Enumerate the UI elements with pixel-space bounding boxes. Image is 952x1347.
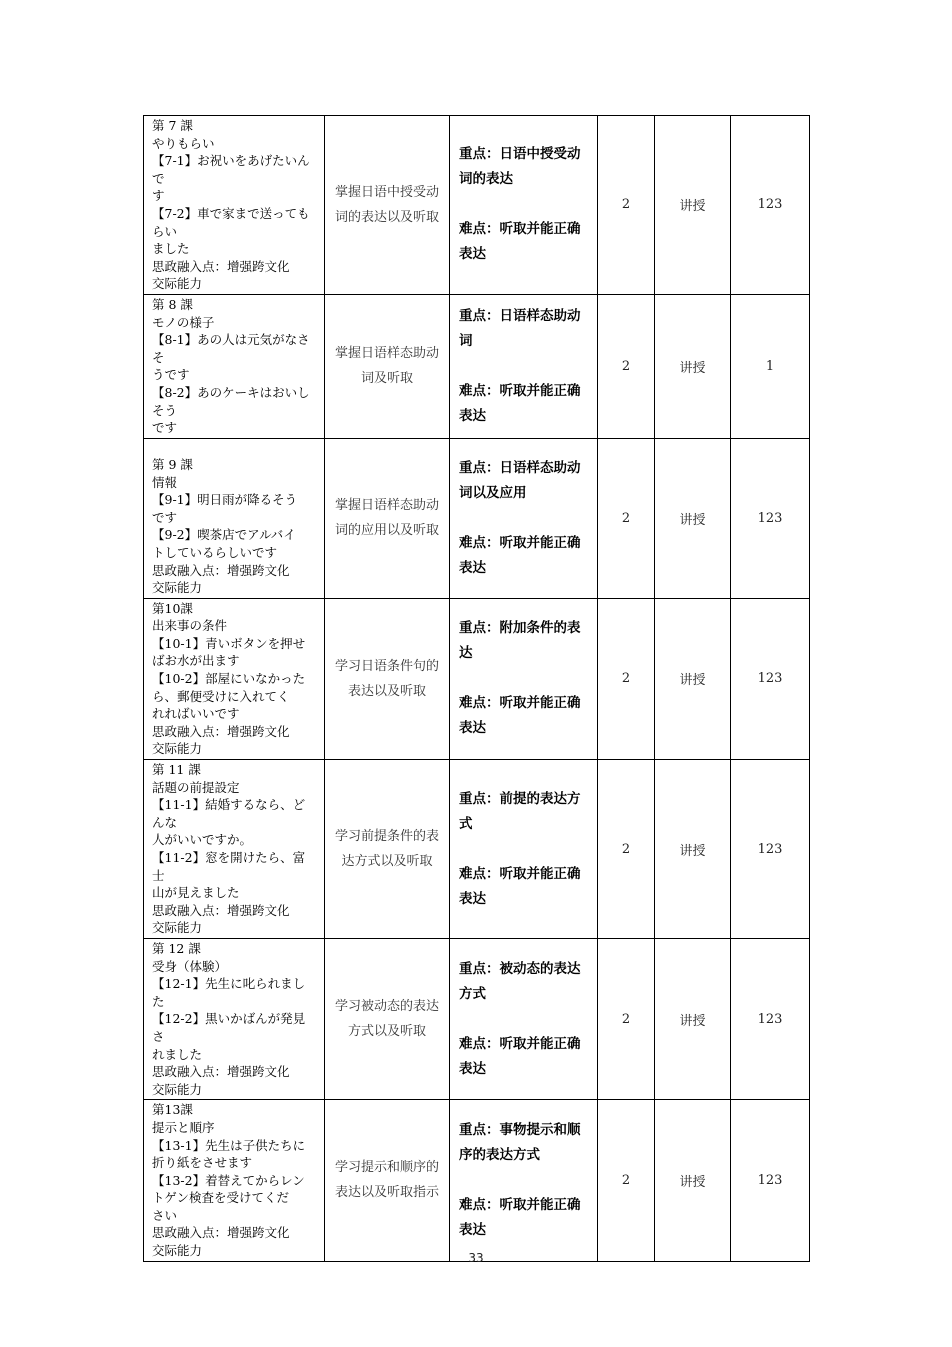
- lesson-content-cell: 第 12 課 受身（体験） 【12-1】先生に叱られました 【12-2】黒いかばんが発見さ れました 思政融入点：增强跨文化 交际能力: [144, 938, 325, 1099]
- curriculum-table: [143, 115, 810, 1262]
- method-cell: 讲授: [655, 1100, 731, 1261]
- hours-cell: 2: [598, 1100, 655, 1261]
- table-row: [144, 116, 810, 295]
- objectives-cell: 1: [731, 294, 810, 438]
- lesson-content-cell: 第 11 課 話題の前提設定 【11-1】結婚するなら、どんな 人がいいですか。 【11-2】窓を開けたら、富士 山が見えました 思政融入点：增强跨文化 交际能力: [144, 760, 325, 939]
- key-difficulty-cell: [450, 598, 598, 759]
- table-row: [144, 760, 810, 939]
- method-cell: 讲授: [655, 116, 731, 295]
- difficulty-point: 难点：听取并能正确表达: [459, 382, 581, 424]
- key-difficulty-cell: [450, 938, 598, 1099]
- teaching-goal-cell: 掌握日语样态助动词的应用以及听取: [325, 438, 450, 598]
- lesson-content-cell: 第13課 提示と順序 【13-1】先生は子供たちに 折り紙をさせます 【13-2】着替えてからレン トゲン検査を受けてくだ さい 思政融入点：增强跨文化 交际能力: [144, 1100, 325, 1261]
- hours-cell: 2: [598, 294, 655, 438]
- method-cell: 讲授: [655, 438, 731, 598]
- method-cell: 讲授: [655, 598, 731, 759]
- difficulty-point: 难点：听取并能正确表达: [459, 1196, 581, 1238]
- key-difficulty-cell: [450, 294, 598, 438]
- objectives-cell: 123: [731, 938, 810, 1099]
- key-point: 重点：日语中授受动词的表达: [459, 146, 581, 188]
- key-point: 重点：日语样态助动词: [459, 307, 581, 349]
- objectives-cell: 123: [731, 1100, 810, 1261]
- table-row: [144, 294, 810, 438]
- table-row: [144, 1100, 810, 1261]
- teaching-goal-cell: 掌握日语中授受动词的表达以及听取: [325, 116, 450, 295]
- difficulty-point: 难点：听取并能正确表达: [459, 695, 581, 737]
- lesson-content-cell: 第 8 課 モノの様子 【8-1】あの人は元気がなさそ うです 【8-2】あのケーキはおいしそう です: [144, 294, 325, 438]
- objectives-cell: 123: [731, 116, 810, 295]
- lesson-content-cell: 第10課 出来事の条件 【10-1】青いボタンを押せ ばお水が出ます 【10-2】部屋にいなかった ら、郵便受けに入れてく れればいいです 思政融入点：增强跨文化 交际能力: [144, 598, 325, 759]
- key-difficulty-cell: [450, 760, 598, 939]
- hours-cell: 2: [598, 938, 655, 1099]
- table-row: [144, 438, 810, 598]
- key-difficulty-cell: [450, 438, 598, 598]
- objectives-cell: 123: [731, 438, 810, 598]
- table-row: [144, 598, 810, 759]
- key-point: 重点：事物提示和顺序的表达方式: [459, 1121, 581, 1163]
- teaching-goal-cell: 学习提示和顺序的表达以及听取指示: [325, 1100, 450, 1261]
- hours-cell: 2: [598, 438, 655, 598]
- teaching-goal-cell: 掌握日语样态助动词及听取: [325, 294, 450, 438]
- objectives-cell: 123: [731, 760, 810, 939]
- method-cell: 讲授: [655, 938, 731, 1099]
- difficulty-point: 难点：听取并能正确表达: [459, 1035, 581, 1077]
- hours-cell: 2: [598, 116, 655, 295]
- key-point: 重点：被动态的表达方式: [459, 960, 581, 1002]
- page-number: 33: [468, 1251, 484, 1265]
- table-row: [144, 938, 810, 1099]
- teaching-goal-cell: 学习前提条件的表达方式以及听取: [325, 760, 450, 939]
- hours-cell: 2: [598, 760, 655, 939]
- teaching-goal-cell: 学习被动态的表达方式以及听取: [325, 938, 450, 1099]
- method-cell: 讲授: [655, 294, 731, 438]
- method-cell: 讲授: [655, 760, 731, 939]
- difficulty-point: 难点：听取并能正确表达: [459, 534, 581, 576]
- key-point: 重点：日语样态助动词以及应用: [459, 459, 581, 501]
- key-point: 重点：附加条件的表达: [459, 620, 581, 662]
- hours-cell: 2: [598, 598, 655, 759]
- objectives-cell: 123: [731, 598, 810, 759]
- key-difficulty-cell: [450, 116, 598, 295]
- lesson-content-cell: 第 9 課 情報 【9-1】明日雨が降るそう です 【9-2】喫茶店でアルバイ トしているらしいです 思政融入点：增强跨文化 交际能力: [144, 438, 325, 598]
- lesson-content-cell: 第 7 課 やりもらい 【7-1】お祝いをあげたいんで す 【7-2】車で家まで送ってもらい ました 思政融入点：增强跨文化 交际能力: [144, 116, 325, 295]
- difficulty-point: 难点：听取并能正确表达: [459, 865, 581, 907]
- teaching-goal-cell: 学习日语条件句的表达以及听取: [325, 598, 450, 759]
- key-difficulty-cell: [450, 1100, 598, 1261]
- key-point: 重点：前提的表达方式: [459, 790, 581, 832]
- difficulty-point: 难点：听取并能正确表达: [459, 221, 581, 263]
